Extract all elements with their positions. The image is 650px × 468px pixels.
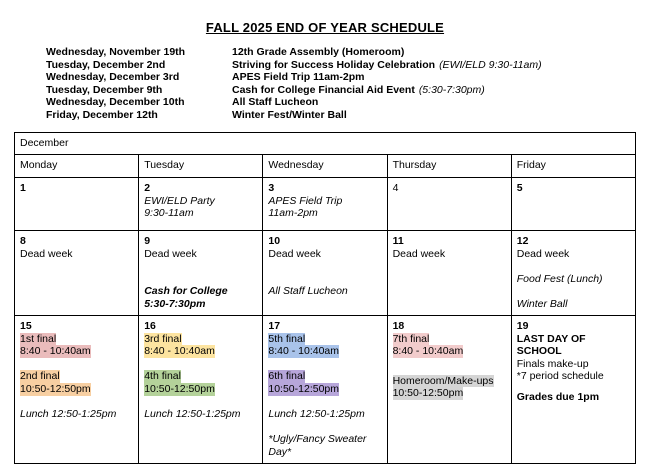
event-name: Striving for Success Holiday Celebration — [232, 58, 436, 71]
calendar-day-cell — [15, 231, 139, 316]
day-event: EWI/ELD Party — [144, 194, 215, 207]
day-event: *7 period schedule — [516, 370, 604, 383]
final-time: 10:50-12:50pm — [20, 382, 91, 395]
day-event: Day* — [268, 445, 292, 458]
calendar-table — [14, 132, 636, 464]
day-number: 11 — [392, 235, 404, 247]
day-header-tuesday: Tuesday — [139, 155, 263, 178]
event-date: Tuesday, December 2nd — [46, 58, 166, 71]
calendar-day-cell — [263, 316, 387, 464]
event-name: APES Field Trip 11am-2pm — [232, 71, 365, 84]
day-number: 5 — [516, 182, 523, 194]
day-number: 4 — [392, 182, 399, 194]
event-row — [46, 59, 636, 72]
calendar-day-cell — [15, 178, 139, 231]
final-time: 8:40 - 10:40am — [144, 345, 215, 358]
event-date: Friday, December 12th — [46, 108, 158, 121]
day-number: 2 — [144, 182, 151, 194]
last-day-label: SCHOOL — [516, 345, 562, 358]
final-time: 8:40 - 10:40am — [392, 345, 464, 358]
event-row — [46, 71, 636, 84]
event-row — [46, 46, 636, 59]
calendar-month: December — [15, 133, 636, 155]
lunch-time: Lunch 12:50-1:25pm — [144, 408, 241, 421]
event-list — [46, 46, 636, 122]
calendar-day-cell — [511, 231, 635, 316]
day-number: 15 — [20, 320, 32, 332]
day-event-time: 5:30-7:30pm — [144, 297, 206, 310]
lunch-time: Lunch 12:50-1:25pm — [268, 408, 365, 421]
day-event: Finals make-up — [516, 357, 589, 370]
page-title: FALL 2025 END OF YEAR SCHEDULE — [205, 20, 445, 35]
calendar-day-cell — [387, 231, 511, 316]
event-name: 12th Grade Assembly (Homeroom) — [232, 46, 405, 58]
event-note: (5:30-7:30pm) — [418, 83, 485, 96]
grades-due: Grades due 1pm — [516, 390, 600, 403]
day-event: Cash for College — [144, 285, 228, 298]
event-name: Cash for College Financial Aid Event — [232, 83, 415, 96]
day-number: 3 — [268, 182, 275, 194]
day-number: 16 — [144, 320, 156, 332]
final-time: 8:40 - 10:40am — [268, 345, 340, 358]
calendar-day-cell — [15, 316, 139, 464]
event-date: Wednesday, December 3rd — [46, 71, 180, 84]
event-date: Wednesday, December 10th — [46, 96, 185, 109]
day-event: Dead week — [516, 247, 570, 260]
day-number: 10 — [268, 235, 281, 247]
calendar-day-cell — [139, 178, 263, 231]
final-label: 7th final — [392, 332, 430, 345]
day-number: 17 — [268, 320, 281, 332]
final-time: 10:50-12:50pm — [144, 382, 215, 395]
event-row — [46, 109, 636, 122]
calendar-day-cell — [387, 316, 511, 464]
calendar-week — [15, 316, 636, 464]
event-note: (EWI/ELD 9:30-11am) — [439, 58, 542, 71]
day-event: Dead week — [20, 247, 73, 260]
day-event-time: 11am-2pm — [268, 207, 318, 220]
day-number: 19 — [516, 320, 529, 332]
day-number: 1 — [20, 182, 26, 194]
homeroom-time: 10:50-12:50pm — [392, 387, 464, 400]
last-day-label: LAST DAY OF — [516, 332, 586, 345]
calendar-day-cell — [139, 231, 263, 316]
day-event: All Staff Lucheon — [268, 285, 348, 298]
day-event: *Ugly/Fancy Sweater — [268, 433, 367, 446]
day-event: Dead week — [268, 247, 321, 260]
day-header-friday: Friday — [511, 155, 635, 178]
calendar-week — [15, 178, 636, 231]
homeroom-label: Homeroom/Make-ups — [392, 374, 494, 387]
day-header-wednesday: Wednesday — [263, 155, 387, 178]
day-number: 12 — [516, 235, 529, 247]
event-date: Wednesday, November 19th — [46, 46, 186, 58]
day-event: APES Field Trip — [268, 194, 343, 207]
day-number: 18 — [392, 320, 405, 332]
calendar-day-cell — [263, 178, 387, 231]
final-label: 6th final — [268, 370, 306, 383]
calendar-day-cell — [511, 178, 635, 231]
final-time: 10:50-12:50pm — [268, 382, 340, 395]
final-time: 8:40 - 10:40am — [20, 345, 91, 358]
day-event: Dead week — [392, 247, 446, 260]
final-label: 3rd final — [144, 332, 182, 345]
final-label: 4th final — [144, 370, 181, 383]
final-label: 5th final — [268, 332, 306, 345]
day-header-thursday: Thursday — [387, 155, 511, 178]
day-event: Food Fest (Lunch) — [516, 272, 603, 285]
final-label: 2nd final — [20, 370, 60, 383]
calendar-day-cell — [263, 231, 387, 316]
day-number: 9 — [144, 235, 151, 247]
day-number: 8 — [20, 235, 26, 247]
day-event-time: 9:30-11am — [144, 207, 194, 220]
final-label: 1st final — [20, 332, 57, 345]
event-name: Winter Fest/Winter Ball — [232, 108, 347, 121]
calendar-week — [15, 231, 636, 316]
day-header-monday: Monday — [15, 155, 139, 178]
event-name: All Staff Lucheon — [232, 96, 319, 109]
calendar-day-cell — [511, 316, 635, 464]
day-event: Winter Ball — [516, 297, 568, 310]
lunch-time: Lunch 12:50-1:25pm — [20, 408, 117, 421]
event-date: Tuesday, December 9th — [46, 83, 163, 96]
event-row — [46, 96, 636, 109]
day-event: Dead week — [144, 247, 197, 260]
calendar-day-cell — [139, 316, 263, 464]
event-row — [46, 84, 636, 97]
calendar-day-cell — [387, 178, 511, 231]
